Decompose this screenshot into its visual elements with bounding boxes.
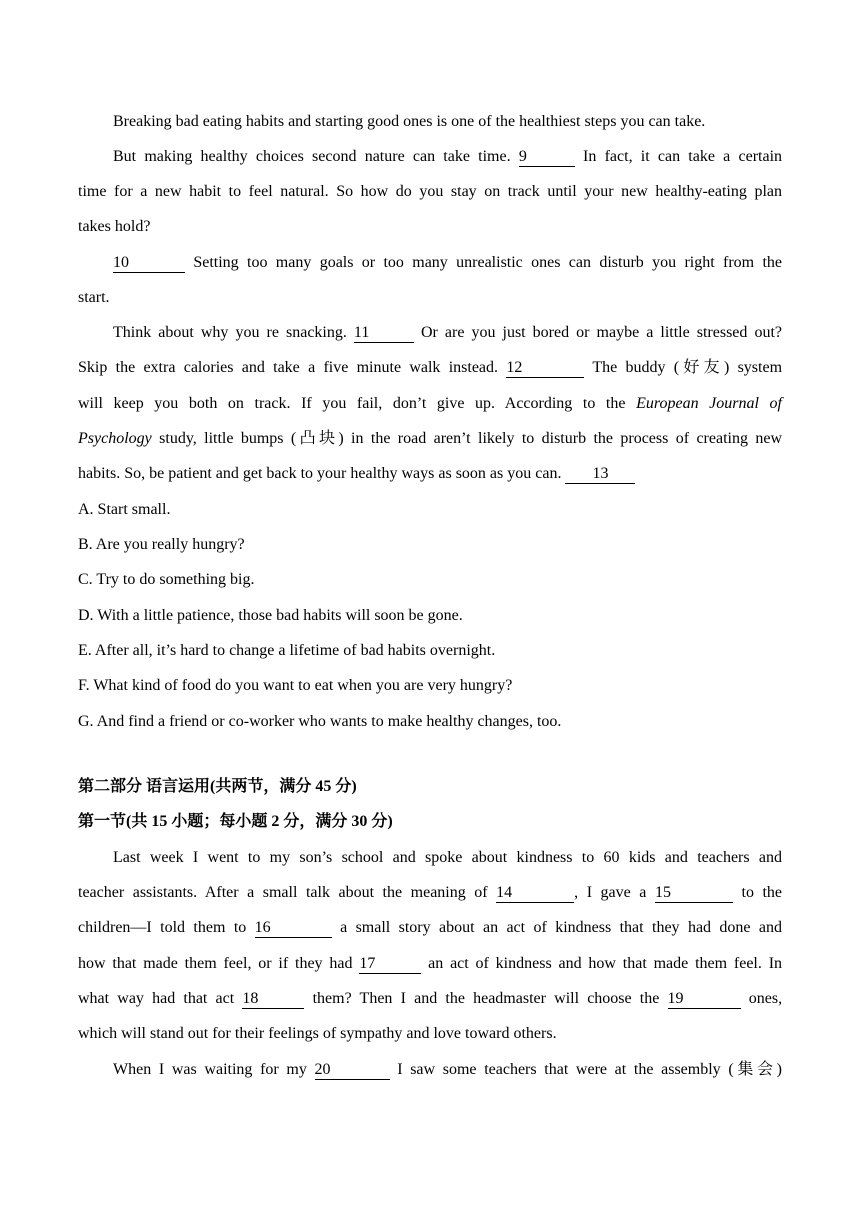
- blank-10: 10: [113, 254, 185, 273]
- passage2-line-7: [113, 1059, 782, 1081]
- blank-17: 17: [359, 955, 421, 974]
- option-text: E. After all, it’s hard to change a lifetime of bad habits overnight.: [78, 642, 496, 659]
- option-e: [78, 640, 782, 662]
- text: habits. So, be patient and get back to your healthy ways as soon as you can.: [78, 465, 562, 482]
- option-f: [78, 675, 782, 697]
- text: The buddy (好友) system: [592, 359, 783, 376]
- text: Think about why you re snacking.: [113, 324, 347, 341]
- passage2-line-3: [78, 917, 782, 939]
- text: to the: [741, 884, 783, 901]
- blank-13: 13: [565, 465, 635, 484]
- passage1-line-7: [113, 322, 782, 344]
- text: But making healthy choices second nature can take time.: [113, 148, 511, 165]
- text: will keep you both on track. If you fail, don’t give up. According to the: [78, 395, 626, 412]
- option-c: [78, 569, 782, 591]
- text: teacher assistants. After a small talk about the meaning of: [78, 884, 488, 901]
- text: time for a new habit to feel natural. So how do you stay on track until your new healthy-eating plan: [78, 183, 782, 200]
- text: In fact, it can take a certain: [583, 148, 783, 165]
- passage1-line-3: [78, 181, 782, 203]
- text: Or are you just bored or maybe a little stressed out?: [420, 324, 782, 341]
- text: what way had that act: [78, 990, 235, 1007]
- passage2-line-6: [78, 1023, 782, 1045]
- text: start.: [78, 289, 110, 306]
- passage1-line-6: [78, 287, 782, 309]
- journal-title: European Journal of: [636, 395, 782, 412]
- blank-11: 11: [354, 324, 414, 343]
- text: I saw some teachers that were at the assembly (集会): [397, 1061, 782, 1078]
- option-text: B. Are you really hungry?: [78, 536, 245, 553]
- part2-heading: [78, 776, 782, 798]
- passage2-line-5: [78, 988, 782, 1010]
- blank-14: 14: [496, 884, 574, 903]
- passage1-line-5: [113, 252, 782, 274]
- blank-20: 20: [315, 1061, 390, 1080]
- option-g: [78, 711, 782, 733]
- option-b: [78, 534, 782, 556]
- passage2-line-4: [78, 953, 782, 975]
- passage1-line-11: [78, 463, 782, 485]
- journal-title: Psychology: [78, 430, 152, 447]
- option-text: G. And find a friend or co-worker who wants to make healthy changes, too.: [78, 713, 562, 730]
- option-text: D. With a little patience, those bad habits will soon be gone.: [78, 607, 463, 624]
- text: how that made them feel, or if they had: [78, 955, 353, 972]
- text: Setting too many goals or too many unrealistic ones can disturb you right from the: [193, 254, 783, 271]
- text: takes hold?: [78, 218, 151, 235]
- option-text: C. Try to do something big.: [78, 571, 255, 588]
- option-d: [78, 605, 782, 627]
- section1-heading: [78, 811, 782, 833]
- passage2-line-2: [78, 882, 782, 904]
- heading-text: 第一节(共 15 小题；每小题 2 分，满分 30 分): [78, 813, 393, 830]
- option-text: F. What kind of food do you want to eat when you are very hungry?: [78, 677, 513, 694]
- heading-text: 第二部分 语言运用(共两节，满分 45 分): [78, 778, 357, 795]
- passage1-line-2: [113, 146, 782, 168]
- passage1-line-1: [113, 111, 782, 133]
- text: an act of kindness and how that made them feel. In: [428, 955, 783, 972]
- option-a: [78, 499, 782, 521]
- blank-16: 16: [255, 919, 332, 938]
- text: Skip the extra calories and take a five minute walk instead.: [78, 359, 499, 376]
- text: them? Then I and the headmaster will choose the: [312, 990, 660, 1007]
- blank-15: 15: [655, 884, 733, 903]
- text: a small story about an act of kindness that they had done and: [340, 919, 783, 936]
- blank-12: 12: [506, 359, 584, 378]
- text: Last week I went to my son’s school and spoke about kindness to 60 kids and teachers and: [113, 849, 782, 866]
- passage1-line-8: [78, 357, 782, 379]
- text: , I gave a: [574, 884, 647, 901]
- text: When I was waiting for my: [113, 1061, 307, 1078]
- blank-19: 19: [668, 990, 741, 1009]
- passage1-line-10: [78, 428, 782, 450]
- option-text: A. Start small.: [78, 501, 171, 518]
- text: Breaking bad eating habits and starting good ones is one of the healthiest steps you can take.: [113, 113, 706, 130]
- text: study, little bumps (凸块) in the road aren’t likely to disturb the process of creating new: [159, 430, 782, 447]
- passage1-line-9: [78, 393, 782, 415]
- blank-9: 9: [519, 148, 575, 167]
- text: which will stand out for their feelings of sympathy and love toward others.: [78, 1025, 557, 1042]
- blank-18: 18: [242, 990, 304, 1009]
- text: ones,: [748, 990, 783, 1007]
- passage1-line-4: [78, 216, 782, 238]
- text: children—I told them to: [78, 919, 247, 936]
- passage2-line-1: [113, 847, 782, 869]
